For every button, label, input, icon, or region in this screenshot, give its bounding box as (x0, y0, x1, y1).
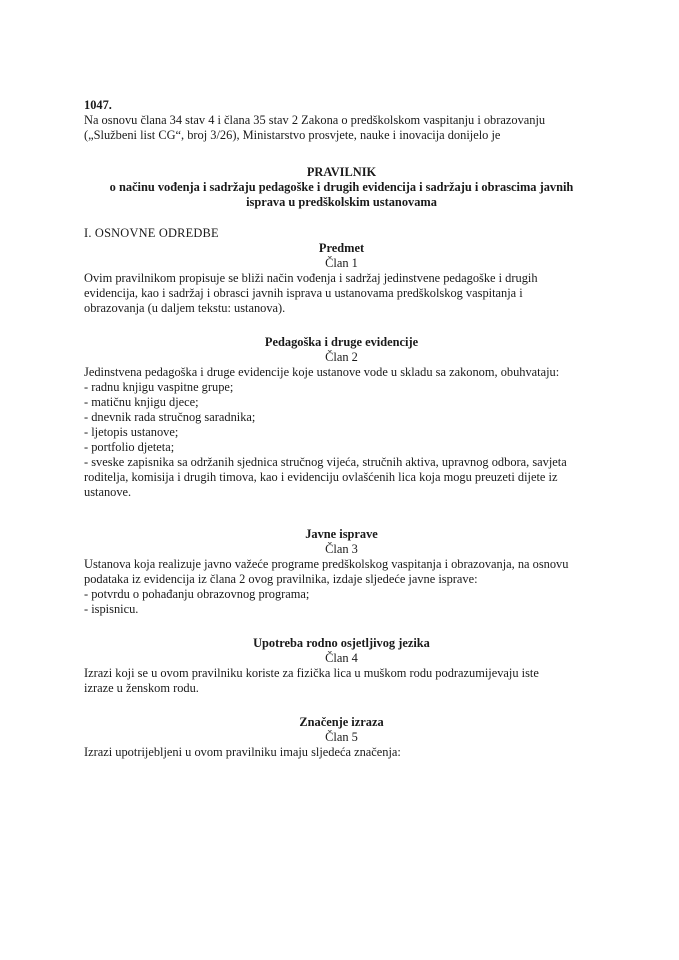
title-sub-line-2: isprava u predškolskim ustanovama (246, 195, 437, 209)
article-text-line: izraze u ženskom rodu. (84, 681, 199, 695)
article-text-line: Jedinstvena pedagoška i druge evidencije koje ustanove vode u skladu sa zakonom, obuhvataju: (84, 365, 560, 379)
article-3 (84, 527, 599, 617)
list-item: - matičnu knjigu djece; (84, 395, 199, 409)
list-item: - portfolio djeteta; (84, 440, 175, 454)
list-item: - sveske zapisnika sa održanih sjednica stručnog vijeća, stručnih aktiva, upravnog odbora, savjeta (84, 455, 567, 469)
article-text-line: Ovim pravilnikom propisuje se bliži način vođenja i sadržaj jedinstvene pedagoške i drugih (84, 271, 538, 285)
article-label: Član 1 (325, 256, 358, 270)
list-item: - potvrdu o pohađanju obrazovnog programa; (84, 587, 310, 601)
article-heading: Pedagoška i druge evidencije (264, 335, 419, 349)
article-heading: Upotreba rodno osjetljivog jezika (253, 636, 430, 650)
chapter-heading: I. OSNOVNE ODREDBE (84, 226, 219, 240)
article-2 (84, 335, 599, 500)
list-item: - ispisnicu. (84, 602, 139, 616)
article-4 (84, 636, 599, 696)
article-text-line: obrazovanja (u daljem tekstu: ustanova). (84, 301, 286, 315)
document-page (84, 98, 599, 760)
intro-line-1: Na osnovu člana 34 stav 4 i člana 35 stav 2 Zakona o predškolskom vaspitanju i obrazovanju (84, 113, 546, 127)
article-label: Član 3 (325, 542, 358, 556)
list-item: - dnevnik rada stručnog saradnika; (84, 410, 256, 424)
title-sub-line-1: o načinu vođenja i sadržaju pedagoške i drugih evidencija i sadržaju i obrascima javnih (109, 180, 574, 194)
list-item: - ljetopis ustanove; (84, 425, 179, 439)
article-text-line: Ustanova koja realizuje javno važeće programe predškolskog vaspitanja i obrazovanja, na osnovu (84, 557, 569, 571)
article-label: Član 5 (325, 730, 358, 744)
article-text-line: evidencija, kao i sadržaj i obrasci javnih isprava u ustanovama predškolskog vaspitanja i (84, 286, 523, 300)
document-number: 1047. (84, 98, 112, 112)
article-heading: Javne isprave (305, 527, 378, 541)
title-main: PRAVILNIK (306, 165, 377, 179)
intro-line-2: („Službeni list CG“, broj 3/26), Ministarstvo prosvjete, nauke i inovacija donijelo je (84, 128, 501, 142)
article-heading: Predmet (318, 241, 365, 255)
article-text-line: roditelja, komisija i drugih timova, kao i evidenciju ovlašćenih lica koja mogu preuzeti dijete iz (84, 470, 558, 484)
article-5 (84, 715, 599, 760)
article-text-line: podataka iz evidencija iz člana 2 ovog pravilnika, izdaje sljedeće javne isprave: (84, 572, 478, 586)
article-label: Član 2 (325, 350, 358, 364)
document-title (84, 165, 599, 210)
article-1 (84, 241, 599, 316)
article-text-line: ustanove. (84, 485, 132, 499)
article-text-line: Izrazi upotrijebljeni u ovom pravilniku imaju sljedeća značenja: (84, 745, 401, 759)
list-item: - radnu knjigu vaspitne grupe; (84, 380, 234, 394)
article-text-line: Izrazi koji se u ovom pravilniku koriste za fizička lica u muškom rodu podrazumijevaju iste (84, 666, 539, 680)
article-label: Član 4 (325, 651, 358, 665)
article-heading: Značenje izraza (299, 715, 384, 729)
